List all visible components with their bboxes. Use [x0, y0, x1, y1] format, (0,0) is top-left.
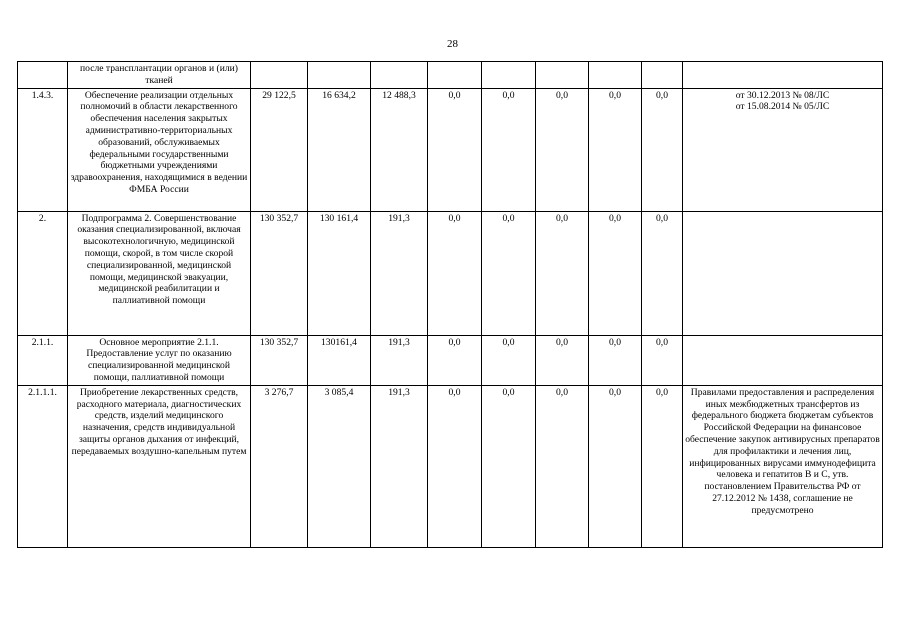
table-row [18, 88, 883, 211]
row-document: Правилами предоставления и распределения иных межбюджетных трансфертов из федерального бюджета бюджетам субъектов Российской Федерации на финансовое обеспечение закупок антивирусных препаратов для профилактики и лечения лиц, инфицированных вирусами иммунодефицита человека и гепатитов В и С, утв. постановлением Правительства РФ от 27.12.2012 № 1438, соглашение не предусмотрено [683, 385, 883, 547]
row-value: 0,0 [482, 211, 536, 335]
row-value: 130161,4 [308, 335, 371, 385]
row-document [683, 62, 883, 89]
row-value: 0,0 [428, 88, 482, 211]
row-value: 0,0 [642, 385, 683, 547]
row-value: 0,0 [642, 335, 683, 385]
row-value: 191,3 [371, 385, 428, 547]
row-value: 191,3 [371, 211, 428, 335]
row-code: 1.4.3. [18, 88, 68, 211]
row-value: 0,0 [589, 88, 642, 211]
budget-table [17, 61, 883, 548]
row-value: 0,0 [482, 335, 536, 385]
row-value: 0,0 [536, 335, 589, 385]
row-value [536, 62, 589, 89]
row-value [589, 62, 642, 89]
row-name: Приобретение лекарственных средств, расходного материала, диагностических средств, изделий медицинского назначения, средств индивидуальной защиты органов дыхания от инфекций, передаваемых воздушно-капельным путем [68, 385, 251, 547]
table-row [18, 385, 883, 547]
row-value: 0,0 [589, 385, 642, 547]
row-value: 0,0 [642, 211, 683, 335]
row-value: 0,0 [482, 385, 536, 547]
row-name: Основное мероприятие 2.1.1. Предоставление услуг по оказанию специализированной медицинской помощи, паллиативной помощи [68, 335, 251, 385]
row-value [251, 62, 308, 89]
row-value: 0,0 [482, 88, 536, 211]
row-value: 0,0 [642, 88, 683, 211]
row-document [683, 211, 883, 335]
row-name: Обеспечение реализации отдельных полномочий в области лекарственного обеспечения населения закрытых административно-территориальных образований, обслуживаемых федеральными государственными бюджетными учреждениями здравоохранения, находящимися в ведении ФМБА России [68, 88, 251, 211]
row-value: 0,0 [536, 88, 589, 211]
table-row [18, 211, 883, 335]
row-value [371, 62, 428, 89]
row-value: 0,0 [428, 385, 482, 547]
row-value: 0,0 [428, 211, 482, 335]
row-value: 0,0 [536, 211, 589, 335]
row-value: 16 634,2 [308, 88, 371, 211]
row-value: 29 122,5 [251, 88, 308, 211]
table-body [18, 62, 883, 548]
row-value: 130 352,7 [251, 211, 308, 335]
row-value: 12 488,3 [371, 88, 428, 211]
row-value: 191,3 [371, 335, 428, 385]
table-row [18, 335, 883, 385]
row-code: 2.1.1.1. [18, 385, 68, 547]
row-value: 0,0 [428, 335, 482, 385]
row-value: 0,0 [536, 385, 589, 547]
row-value: 0,0 [589, 211, 642, 335]
row-value [482, 62, 536, 89]
page-number: 28 [447, 38, 458, 50]
row-value [308, 62, 371, 89]
row-value: 3 276,7 [251, 385, 308, 547]
row-value: 130 161,4 [308, 211, 371, 335]
row-name: Подпрограмма 2. Совершенствование оказания специализированной, включая высокотехнологичную, медицинской помощи, скорой, в том числе скорой специализированной, медицинской помощи, медицинской эвакуации, медицинской реабилитации и паллиативной помощи [68, 211, 251, 335]
row-value: 130 352,7 [251, 335, 308, 385]
row-value: 0,0 [589, 335, 642, 385]
row-name: после трансплантации органов и (или) тканей [68, 62, 251, 89]
row-value: 3 085,4 [308, 385, 371, 547]
row-value [642, 62, 683, 89]
row-value [428, 62, 482, 89]
row-code [18, 62, 68, 89]
row-document [683, 335, 883, 385]
row-code: 2.1.1. [18, 335, 68, 385]
row-document: от 30.12.2013 № 08/ЛС от 15.08.2014 № 05/ЛС [683, 88, 883, 211]
table-row [18, 62, 883, 89]
row-code: 2. [18, 211, 68, 335]
